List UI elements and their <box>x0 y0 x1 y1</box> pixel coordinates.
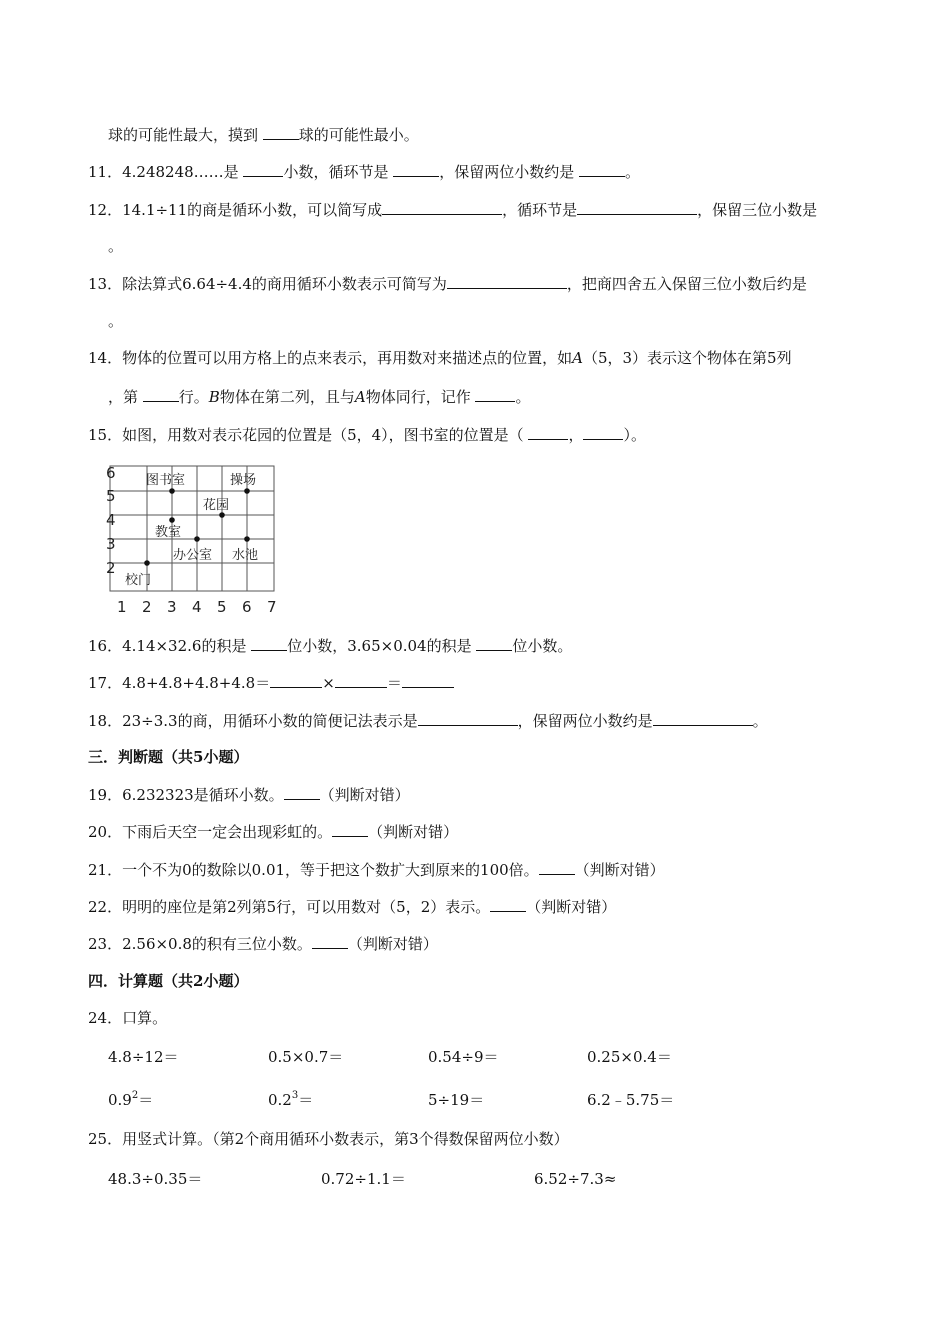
playground-point <box>244 488 250 494</box>
question-13: 13．除法算式6.64÷4.4的商用循环小数表示可简写为 ，把商四舍五入保留三位小数后约是 <box>88 275 807 293</box>
question-18: 18．23÷3.3的商，用循环小数的简便记法表示是 ，保留两位小数约是 。 <box>88 712 768 730</box>
office-point <box>194 536 200 542</box>
section-3-heading: 三．判断题（共5小题） <box>88 748 249 766</box>
y-label: 2 <box>106 559 116 577</box>
gate-point <box>144 560 150 566</box>
answer-blank[interactable] <box>447 273 567 289</box>
x-label: 1 <box>117 598 127 616</box>
oral-calc-item: 5÷19＝ <box>428 1091 485 1109</box>
oral-calc-item: 6.2﹣5.75＝ <box>587 1091 675 1109</box>
answer-blank[interactable] <box>270 672 322 688</box>
answer-blank[interactable] <box>528 424 568 440</box>
oral-calc-item: 0.25×0.4＝ <box>587 1048 672 1066</box>
written-calc-item: 6.52÷7.3≈ <box>534 1170 617 1188</box>
question-15: 15．如图，用数对表示花园的位置是（5，4），图书室的位置是（ ， ）。 <box>88 426 646 444</box>
answer-blank[interactable] <box>418 710 518 726</box>
classroom-point <box>169 517 175 523</box>
oral-calc-item: $0.9^2=$ <box>108 1090 154 1109</box>
y-label: 3 <box>106 535 116 553</box>
question-14-cont: ，第 行。B物体在第二列，且与A物体同行，记作 。 <box>108 388 531 406</box>
playground-label: 操场 <box>230 473 257 488</box>
garden-point <box>219 512 225 518</box>
answer-blank[interactable] <box>393 161 439 177</box>
written-calc-item: 0.72÷1.1＝ <box>321 1170 406 1188</box>
x-label: 6 <box>242 598 252 616</box>
question-12-end: 。 <box>108 237 124 255</box>
answer-blank[interactable] <box>577 199 697 215</box>
y-label: 6 <box>106 464 116 482</box>
y-label: 4 <box>106 511 116 529</box>
answer-blank[interactable] <box>476 635 512 651</box>
answer-blank[interactable] <box>579 161 625 177</box>
answer-blank[interactable] <box>402 672 454 688</box>
question-13-end: 。 <box>108 312 124 330</box>
question-19: 19．6.232323是循环小数。 （判断对错） <box>88 786 410 804</box>
question-20: 20．下雨后天空一定会出现彩虹的。 （判断对错） <box>88 823 459 841</box>
question-12: 12．14.1÷11的商是循环小数，可以简写成 ，循环节是 ，保留三位小数是 <box>88 201 818 219</box>
office-label: 办公室 <box>173 548 213 563</box>
answer-blank[interactable] <box>382 199 502 215</box>
question-14: 14．物体的位置可以用方格上的点来表示，再用数对来描述点的位置，如A（5，3）表示这个物体在第5列 <box>88 349 792 367</box>
answer-blank[interactable] <box>263 124 299 140</box>
x-label: 7 <box>267 598 277 616</box>
question-11: 11．4.248248……是 小数，循环节是 ，保留两位小数约是 。 <box>88 163 641 181</box>
question-21: 21．一个不为0的数除以0.01，等于把这个数扩大到原来的100倍。 （判断对错） <box>88 861 665 879</box>
oral-calc-item: 4.8÷12＝ <box>108 1048 179 1066</box>
pool-label: 水池 <box>232 548 259 563</box>
classroom-label: 教室 <box>155 525 182 540</box>
written-calc-item: 48.3÷0.35＝ <box>108 1170 203 1188</box>
answer-blank[interactable] <box>332 821 368 837</box>
x-label: 4 <box>192 598 202 616</box>
question-17: 17．4.8+4.8+4.8+4.8＝ × ＝ <box>88 672 454 693</box>
answer-blank[interactable] <box>143 386 179 402</box>
oral-calc-item: 0.5×0.7＝ <box>268 1048 344 1066</box>
question-16: 16．4.14×32.6的积是 位小数，3.65×0.04的积是 位小数。 <box>88 637 573 655</box>
oral-calc-item: $0.2^3=$ <box>268 1090 314 1109</box>
section-4-heading: 四．计算题（共2小题） <box>88 972 249 990</box>
answer-blank[interactable] <box>284 784 320 800</box>
gate-label: 校门 <box>125 573 152 588</box>
x-label: 3 <box>167 598 177 616</box>
library-point <box>169 488 175 494</box>
answer-blank[interactable] <box>583 424 623 440</box>
q10-continuation: 球的可能性最大，摸到 球的可能性最小。 <box>108 126 419 144</box>
answer-blank[interactable] <box>243 161 283 177</box>
question-24: 24．口算。 <box>88 1009 168 1027</box>
x-label: 5 <box>217 598 227 616</box>
library-label: 图书室 <box>146 473 186 488</box>
answer-blank[interactable] <box>653 710 753 726</box>
answer-blank[interactable] <box>490 896 526 912</box>
question-23: 23．2.56×0.8的积有三位小数。 （判断对错） <box>88 935 438 953</box>
campus-grid-map <box>106 462 286 622</box>
answer-blank[interactable] <box>251 635 287 651</box>
y-label: 5 <box>106 487 116 505</box>
answer-blank[interactable] <box>312 933 348 949</box>
x-label: 2 <box>142 598 152 616</box>
oral-calc-item: 0.54÷9＝ <box>428 1048 499 1066</box>
question-22: 22．明明的座位是第2列第5行，可以用数对（5，2）表示。 （判断对错） <box>88 898 617 916</box>
garden-label: 花园 <box>203 498 230 513</box>
answer-blank[interactable] <box>335 672 387 688</box>
pool-point <box>244 536 250 542</box>
answer-blank[interactable] <box>539 859 575 875</box>
question-25: 25．用竖式计算。（第2个商用循环小数表示，第3个得数保留两位小数） <box>88 1130 569 1148</box>
answer-blank[interactable] <box>475 386 515 402</box>
